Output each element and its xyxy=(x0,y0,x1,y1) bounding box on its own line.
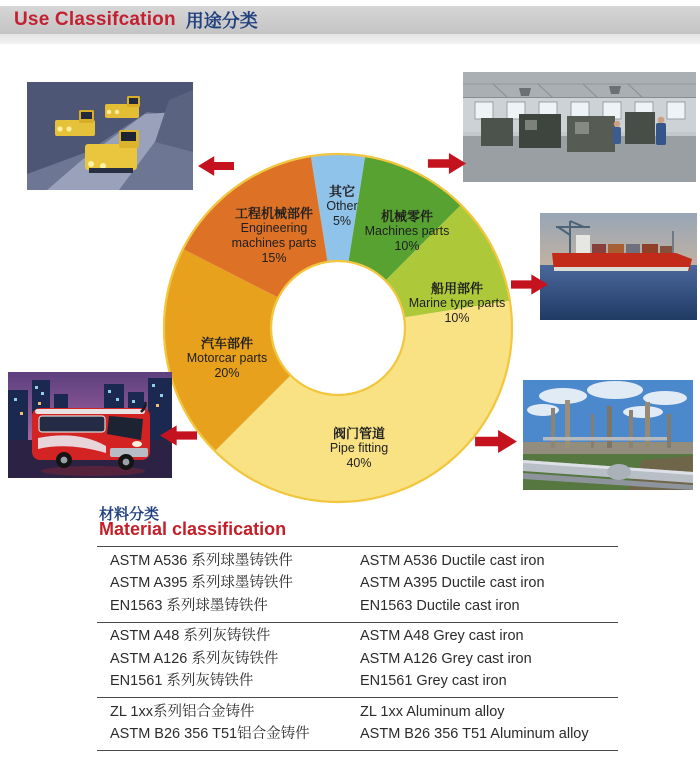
table-row: ASTM A395 系列球墨铸铁件 ASTM A395 Ductile cast iron xyxy=(110,575,545,591)
arrow-right-to-refinery-icon xyxy=(475,430,517,453)
slice-label-engineering-parts: 工程机械部件 Engineering machines parts 15% xyxy=(231,206,317,265)
materials-title-chinese: 材料分类 xyxy=(99,506,160,523)
page-header xyxy=(0,6,700,34)
header-divider xyxy=(0,34,700,44)
table-row: ASTM B26 356 T51铝合金铸件 ASTM B26 356 T51 Aluminum alloy xyxy=(110,726,589,742)
machine-workshop-photo xyxy=(463,72,696,182)
slice-label-other: 其它 Other 5% xyxy=(326,184,358,228)
table-row: ZL 1xx系列铝合金铸件 ZL 1xx Aluminum alloy xyxy=(110,703,505,720)
arrow-left-to-bus-icon xyxy=(160,425,197,446)
donut-gold-ring xyxy=(271,261,405,395)
table-row: EN1561 系列灰铸铁件 EN1561 Grey cast iron xyxy=(110,673,507,689)
materials-table xyxy=(97,546,618,751)
table-row: EN1563 系列球墨铸铁件 EN1563 Ductile cast iron xyxy=(110,597,520,614)
construction-machines-photo xyxy=(27,82,193,190)
arrow-left-to-construction-icon xyxy=(198,156,234,176)
refinery-pipeline-photo xyxy=(523,380,693,490)
materials-group-grey-iron xyxy=(97,623,618,699)
slice-label-motorcar-parts: 汽车部件 Motorcar parts 20% xyxy=(186,336,268,380)
cargo-ship-photo xyxy=(540,213,697,320)
page-title-chinese: 用途分类 xyxy=(185,11,258,31)
motor-coach-photo xyxy=(8,372,172,478)
table-row: ASTM A48 系列灰铸铁件 ASTM A48 Grey cast iron xyxy=(110,628,524,644)
materials-group-ductile-iron xyxy=(97,547,618,623)
materials-title-english: Material classification xyxy=(99,519,287,539)
materials-group-aluminum xyxy=(97,698,618,751)
slice-label-machines-parts: 机械零件 Machines parts 10% xyxy=(364,209,450,253)
slice-label-pipe-fitting: 阀门管道 Pipe fitting 40% xyxy=(329,426,389,470)
page-title-english: Use Classifcation xyxy=(14,9,176,30)
arrow-right-to-factory-icon xyxy=(426,153,468,174)
slice-label-marine-parts: 船用部件 Marine type parts 10% xyxy=(408,281,506,325)
table-row: ASTM A536 系列球墨铸铁件 ASTM A536 Ductile cast iron xyxy=(110,552,545,569)
table-row: ASTM A126 系列灰铸铁件 ASTM A126 Grey cast iron xyxy=(110,650,532,667)
